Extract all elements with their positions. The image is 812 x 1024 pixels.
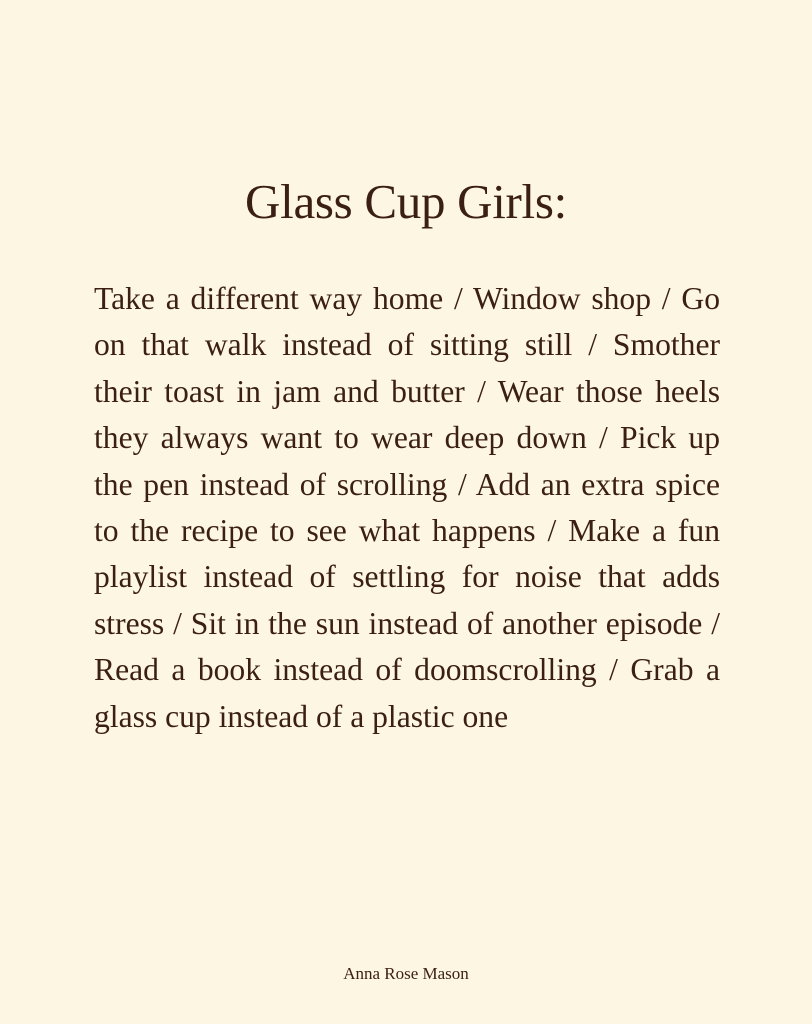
page-title: Glass Cup Girls: [245, 174, 567, 229]
poem-body: Take a different way home / Window shop / Go on that walk instead of sitting still / Smother their toast in jam and butter / Wear those heels they always want to wear deep down / Pick up the pen instead of scrolling / Add an extra spice to the recipe to see what happens / Make a fun playlist instead of settling for noise that adds stress / Sit in the sun instead of another episode / Read a book instead of doomscrolling / Grab a glass cup instead of a plastic one [94, 281, 720, 734]
author-signature: Anna Rose Mason [343, 964, 469, 983]
